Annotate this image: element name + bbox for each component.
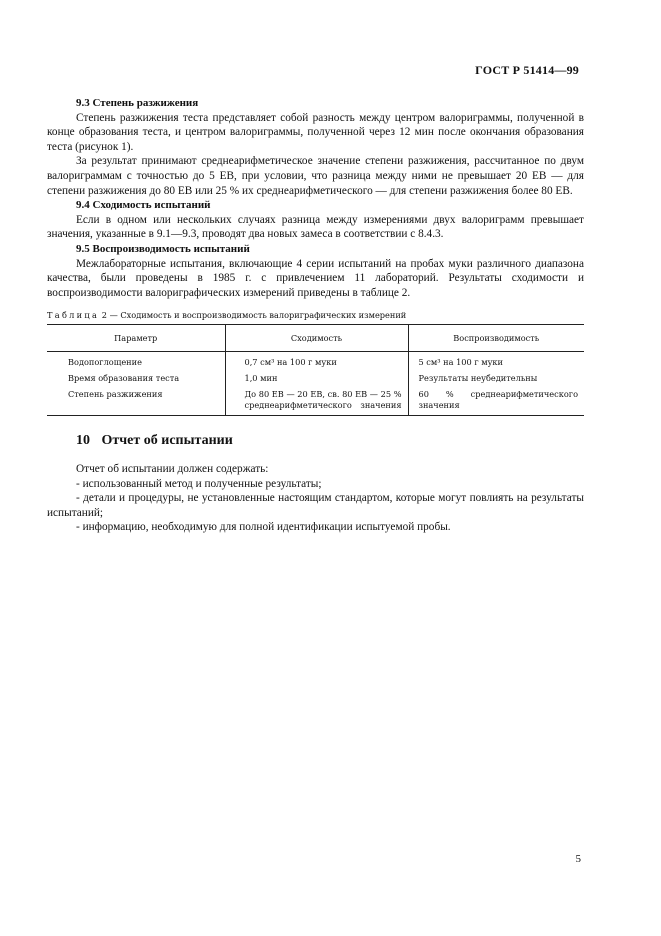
paragraph-9-4-1: Если в одном или нескольких случаях разница между измерениями двух валориграмм превышает значения, указанные в 9.1—9.3, проводят два новых замеса в соответствии с 8.4.3. bbox=[47, 213, 584, 241]
table-cell-reproducibility bbox=[408, 352, 584, 416]
heading-9-3: 9.3 Степень разжижения bbox=[76, 97, 199, 109]
repeat-softening: До 80 ЕВ — 20 ЕВ, св. 80 ЕВ — 25 % среднеарифметического значения bbox=[244, 389, 402, 411]
param-softening: Степень разжижения bbox=[68, 389, 163, 400]
section-10-title bbox=[76, 434, 584, 449]
section-number: 10 bbox=[76, 433, 90, 449]
report-intro: Отчет об испытании должен содержать: bbox=[76, 462, 269, 475]
document-id: ГОСТ Р 51414—99 bbox=[475, 63, 579, 77]
repeat-water-absorption: 0,7 см³ на 100 г муки bbox=[244, 357, 337, 368]
repro-water-absorption: 5 см³ на 100 г муки bbox=[418, 357, 503, 368]
param-dough-time: Время образования теста bbox=[68, 373, 180, 384]
repeat-dough-time: 1,0 мин bbox=[244, 373, 278, 384]
header-repeatability: Сходимость bbox=[225, 325, 408, 352]
list-item: - информацию, необходимую для полной идентификации испытуемой пробы. bbox=[76, 521, 451, 534]
paragraph-9-3-1: Степень разжижения теста представляет собой разность между центром валориграммы, полученной в конце образования теста, и центром валориграммы, полученной через 12 мин после окончания образования теста (рисунок 1). bbox=[47, 111, 584, 153]
param-water-absorption: Водопоглощение bbox=[68, 357, 142, 368]
list-item: - использованный метод и полученные результаты; bbox=[76, 477, 322, 490]
heading-9-5: 9.5 Воспроизводимость испытаний bbox=[76, 242, 250, 255]
page-content bbox=[47, 96, 584, 535]
section-title-text: Отчет об испытании bbox=[101, 433, 233, 449]
table-header-row bbox=[47, 325, 584, 352]
table-2 bbox=[47, 324, 584, 416]
repro-dough-time: Результаты неубедительны bbox=[418, 373, 538, 384]
heading-9-4: 9.4 Сходимость испытаний bbox=[76, 199, 211, 212]
table-caption-text: 2 — Сходимость и воспроизводимость валориграфических измерений bbox=[99, 310, 407, 321]
paragraph-9-5-1: Межлабораторные испытания, включающие 4 серии испытаний на пробах муки различного диапазона качества, были проведены в 1985 г. с привлечением 11 лабораторий. Результаты сходимости и воспроизводимости валориграфических измерений приведены в таблице 2. bbox=[47, 257, 584, 299]
table-caption-label: Таблица bbox=[47, 310, 100, 321]
header-parameter: Параметр bbox=[47, 325, 225, 352]
table-2-caption bbox=[47, 310, 584, 321]
paragraph-9-3-2: За результат принимают среднеарифметическое значение степени разжижения, рассчитанное по двум валориграммам с точностью до 5 ЕВ, при условии, что разница между ними не превышает 20 ЕВ — для степени разжижения до 80 ЕВ или 25 % их среднеарифметического — для степени разжижения более 80 ЕВ. bbox=[47, 155, 584, 197]
page-number: 5 bbox=[575, 853, 581, 865]
table-cell-parameters bbox=[47, 352, 225, 416]
list-item: - детали и процедуры, не установленные настоящим стандартом, которые могут повлиять на результаты испытаний; bbox=[47, 492, 584, 519]
table-cell-repeatability bbox=[225, 352, 408, 416]
table-row bbox=[47, 352, 584, 416]
repro-softening: 60 % среднеарифметического значения bbox=[418, 389, 578, 411]
header-reproducibility: Воспроизводимость bbox=[408, 325, 584, 352]
